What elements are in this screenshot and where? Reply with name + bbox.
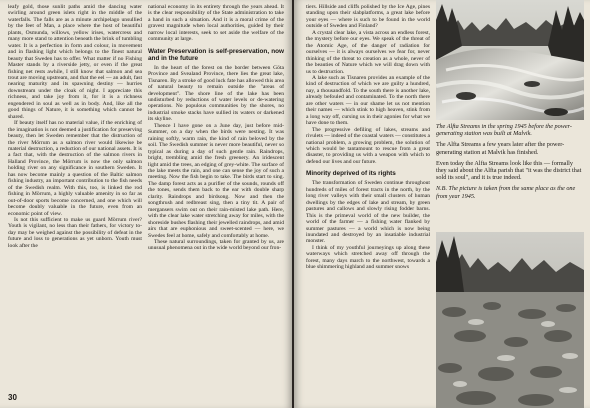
paragraph: I think of my youthful journeyings up along these waterways which stretched away off through the forest, many days march to the northwest, towards a blue shimmering highland and summer snows [306,244,430,271]
paragraph: The transformation of Sweden continue throughout hundreds of miles of forest tracts in the north, by the long river valleys with their small clusters of human dwellings by the edges of lake and stream, by green pastures and callows and slowly rising fodder barns. This is the primeval world of the new builder, the world of the farmer — a fishing water flanked by summer pastures — a world which is now being inundated and destroyed by an insatiable industrial monster. [306,180,430,245]
section-heading: Minority deprived of its rights [306,170,396,178]
paragraph: national economy in its entirety through the years ahead. It is the clear responsibility of the State administration to take a hand in such a situation. And it is a moral crime of the gravest magnitude when local authorities, guided by their narrow local interests, seek to set aside the welfare of the community at large. [148,4,284,43]
paragraph: These natural surroundings, taken for granted by us, are unusual phenomena out in the wide world beyond our fron- [148,238,284,252]
rapids-photo [436,0,584,120]
section-heading: Water Preservation is self-preservation, now and in the future [148,47,284,62]
left-column-2 [148,4,284,252]
paragraph: A crystal clear lake, a vista across an endless forest, the mystery before our eyes. We speak of the threat of the Atomic Age, of the danger of radiation for ourselves — it is always ourselves we fear for, never thinking of the threat to creation as a whole, never of the beauties of Nature which we will drag down with us to destruction. [306,29,430,75]
caption-text: The Alfta Streams a few years later after the power-generating station at Malvik has finished. [436,141,565,156]
paragraph: In the heart of the forest on the border between Göta Province and Svealand Province, there lies the great lake, Tisnaren. By a stroke of good luck fate has allowed this area of natural beauty to remain outside the "areas of development". The shore line of the lake has been undisturbed by reductions of water levels or de-watering operations. No populous communities by the shores, no industrial smoke stacks have sullied its waters or darkened its skyline. [148,64,284,123]
paragraph: The progressive defiling of lakes, streams and rivulets — indeed of the coastal waters — constitutes a national problem, a growing problem, the solution of which would be tantamount to rescue from a great disaster, to providing us with a weapon with which to defend our lives and our future. [306,126,430,165]
paragraph: leafy gold, those sunlit paths amid the dancing water swirling around green islets right in the middle of the waterfalls. The falls are as a minute archipelago unsullied by the feet of Man, a place where the host of beautiful plants, Osmunda, willows, yellow irises, watercress and many more stand to attention beneath the brink of tumbling water. It is a perfection in form and colour, in movement and in flashing light which belongs to the finest natural beauty that Sweden has to offer. What matter if no Fishing Master stands by a riverside jetty, or even if the great fishing net rests awhile, I still know that salmon and sea trout are moving upstream, and that the eel — an adult, fast nearing maturity and its spawning destiny — hurries downstream under the cloak of night. I appreciate this richness, and take joy from it, for it is a richness engendered in soul as well as in body. And, like all the good things of Nature, it is something which cannot be shared. [8,4,142,120]
caption-text: The Alfta Streams in the spring 1945 before the power-generating station was built at Malvik. [436,123,572,138]
right-page [294,0,590,408]
paragraph: A lake such as Tisnaren provides an example of the kind of destruction of which we are guilty a hundred, nay, a thousandfold. To the south there is another lake, already befouled and contaminated. To the north there are other waters — in our shame let us not mention their names — which stink to high heaven, stink from a long way off, cursing us in their agonies for what we have done to them. [306,74,430,127]
photo1-caption [436,123,584,204]
paragraph: If beauty itself has no material value, if the enriching of the imagination is not deemed a justification for preserving beauty, then let Sweden remember that the distruction of the river Mörrum as a salmon river would likewise be material destruction, a reduction of our national assets. It is a fact that, with the destruction of the salmon rivers in Halland Province, the Mörrum is now the only salmon holding river on any significance in southern Sweden. It has now become mainly a question of the Baltic salmon fishing industry, an important contribution to the fish needs of the Swedish realm. With this, too, is linked the rod fishing in Mörrum, a highly valuable amenity in so far as out-of-door sports become concerned, and one which will become doubly valuable in the future, even from an economic point of view. [8,120,142,217]
caption-text: Even today the Alfta Streams look like this — formally they said about the Alfta parish that "it was the district that sold its soul", and it is true indeed. [436,159,582,182]
caption-note: N.B. The picture is taken from the same place as the one from year 1945. [436,185,576,200]
paragraph: Thence I have gone on a June day, just before mid-Summer, on a day when the birds were nesting. It was raining softly, warm rain, the kind of rain beloved by the soil. The Swedish summer is never more beautiful, never so typical as during a day of such gentle rain. Raindrops, bright, trembling amid the fresh greenery. An iridescent light amid the trees, an edging of grey-white. The surface of the lake meets the rain, and one can sense the joy of such a meeting. Now the fish begin to take. The birds start to sing. The damp forest acts as a purifier of the sounds, rounds off the tones, sends them back to the ear with double sharp clarity. Raindrops and birdsong. Now and then the songthrush and redbreast sing, then a tiny tit. A pair of mergansers swim out on their rain-misted lake path. Here, with the clear lake water stretching away for miles, with the shoreside bushes flashing their jewelled raindrops, and amid airs that are euphonious and sweet-scented — here, we Swedes feel at home, safely and comfortably at home. [148,122,284,239]
left-page [0,0,292,408]
left-column-1 [8,4,142,249]
paragraph: tiers. Hillside and cliffs polished by the Ice Age, pines standing upon their slabplatforms, a great lake before your eyes — where is such to be found in the world outside of Sweden and Finland? [306,4,430,30]
right-column-text [306,4,430,271]
page-number: 30 [8,393,17,402]
paragraph: Is not this sufficient to make us guard Mörrum river? Youth is vigilant, no less than their fathers, for victory to-day may be weighed against the possibility of defeat in the future and loss to generations as yet unborn. Youth must look after the [8,216,142,249]
photo-alfta-streams-1945 [436,0,584,120]
photo-alfta-streams-later [436,232,584,408]
dry-riverbed-photo [436,232,584,408]
